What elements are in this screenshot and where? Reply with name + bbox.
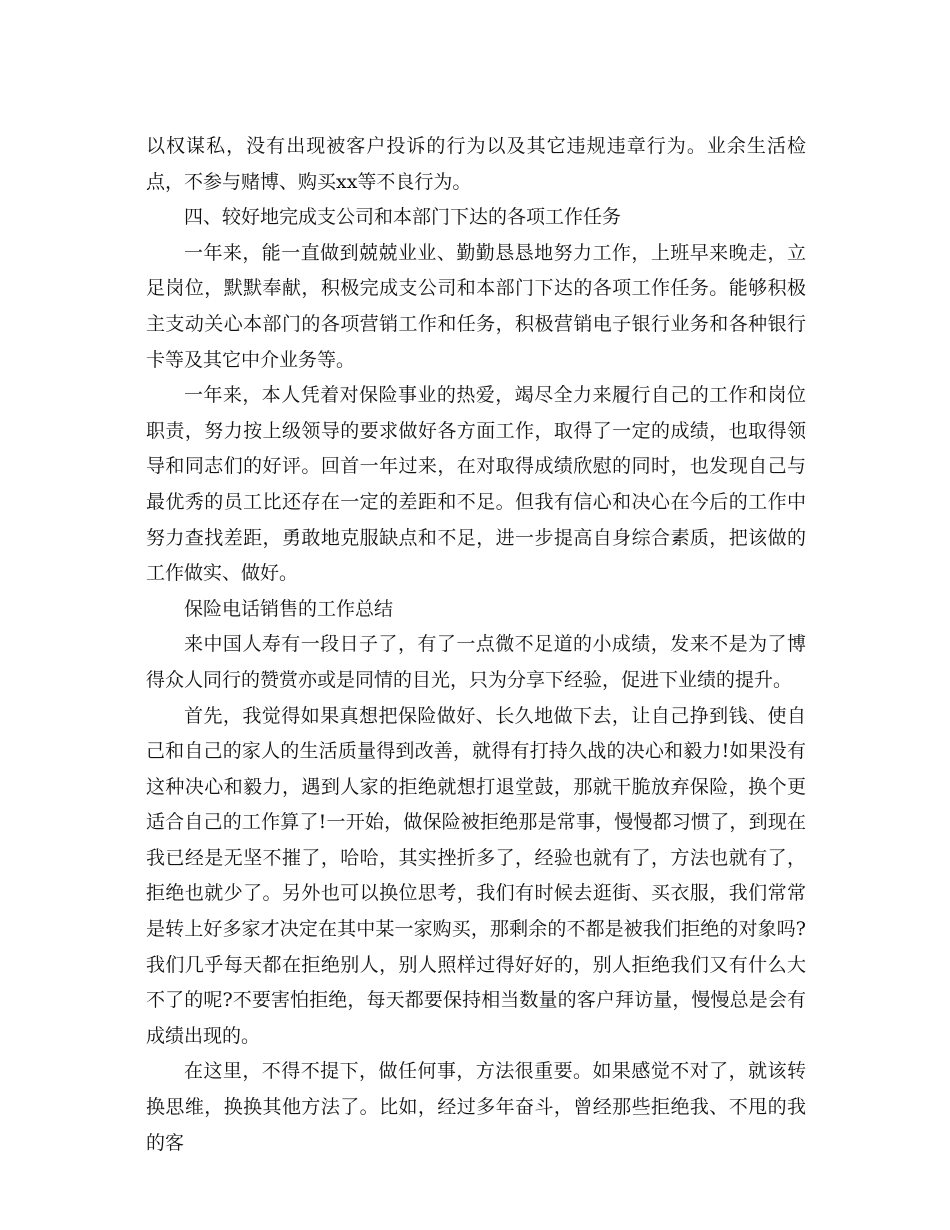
paragraph-work-attitude: 一年来，能一直做到兢兢业业、勤勤恳恳地努力工作，上班早来晚走，立足岗位，默默奉献，积极完成支公司和本部门下达的各项工作任务。能够积极主支动关心本部门的各项营销工作和任务，积极营销电子银行业务和各种银行卡等及其它中介业务等。 — [146, 241, 806, 371]
paragraph-intro: 来中国人寿有一段日子了，有了一点微不足道的小成绩，发来不是为了博得众人同行的赞赏亦或是同情的目光，只为分享下经验，促进下业绩的提升。 — [146, 633, 806, 691]
paragraph-persistence: 首先，我觉得如果真想把保险做好、长久地做下去，让自己挣到钱、使自己和自己的家人的生活质量得到改善，就得有打持久战的决心和毅力!如果没有这种决心和毅力，遇到人家的拒绝就想打退堂鼓，那就干脆放弃保险，换个更适合自己的工作算了!一开始，做保险被拒绝那是常事，慢慢都习惯了，到现在我已经是无坚不摧了，哈哈，其实挫折多了，经验也就有了，方法也就有了，拒绝也就少了。另外也可以换位思考，我们有时候去逛街、买衣服，我们常常是转上好多家才决定在其中某一家购买，那剩余的不都是被我们拒绝的对象吗?我们几乎每天都在拒绝别人，别人照样过得好好的，别人拒绝我们又有什么大不了的呢?不要害怕拒绝，每天都要保持相当数量的客户拜访量，慢慢总是会有成绩出现的。 — [146, 704, 806, 1047]
paragraph-conduct: 以权谋私，没有出现被客户投诉的行为以及其它违规违章行为。业余生活检点，不参与赌博、购买xx等不良行为。 — [146, 135, 806, 193]
section-heading-phone-sales: 保险电话销售的工作总结 — [184, 597, 394, 620]
document-page — [146, 129, 806, 1161]
paragraph-year-summary: 一年来，本人凭着对保险事业的热爱，竭尽全力来履行自己的工作和岗位职责，努力按上级领导的要求做好各方面工作，取得了一定的成绩，也取得领导和同志们的好评。回首一年过来，在对取得成绩欣慰的同时，也发现自己与最优秀的员工比还存在一定的差距和不足。但我有信心和决心在今后的工作中努力查找差距，勇敢地克服缺点和不足，进一步提高自身综合素质，把该做的工作做实、做好。 — [146, 384, 806, 585]
section-heading-tasks: 四、较好地完成支公司和本部门下达的各项工作任务 — [184, 206, 622, 229]
paragraph-method: 在这里，不得不提下，做任何事，方法很重要。如果感觉不对了，就该转换思维，换换其他方法了。比如，经过多年奋斗，曾经那些拒绝我、不甩的我的客 — [146, 1060, 806, 1154]
